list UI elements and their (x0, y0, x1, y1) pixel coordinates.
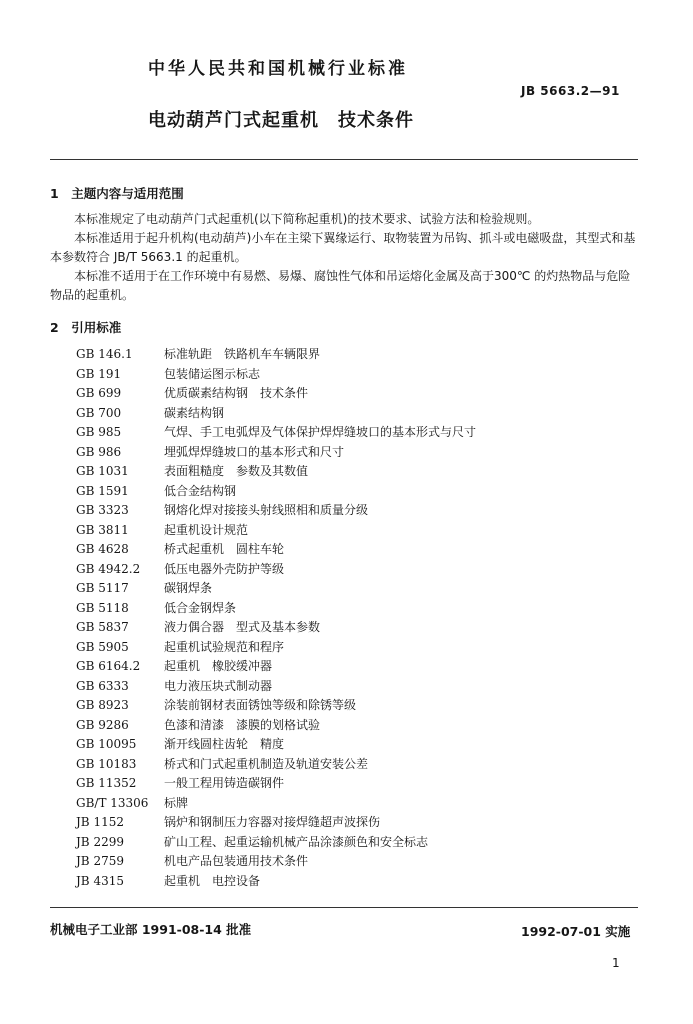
reference-title: 电力液压块式制动器 (164, 678, 273, 693)
reference-title: 低压电器外壳防护等级 (164, 561, 285, 576)
footer-rule (50, 907, 638, 908)
reference-title: 起重机 橡胶缓冲器 (164, 659, 273, 673)
reference-title: 表面粗糙度 参数及其数值 (164, 464, 309, 478)
reference-title: 一般工程用铸造碳钢件 (164, 776, 285, 790)
effective-date: 1992-07-01 实施 (521, 924, 631, 939)
reference-code: GB 191 (76, 366, 122, 381)
reference-item (76, 579, 476, 599)
reference-item (76, 423, 476, 443)
reference-code: GB 5117 (76, 581, 129, 595)
reference-item (76, 833, 476, 853)
reference-item (76, 735, 476, 755)
reference-item (76, 365, 476, 385)
reference-title: 渐开线圆柱齿轮 精度 (164, 737, 285, 751)
reference-title: 液力偶合器 型式及基本参数 (164, 620, 321, 634)
reference-title: 碳素结构钢 (164, 405, 225, 420)
reference-item (76, 696, 476, 716)
reference-code: JB 4315 (76, 873, 124, 888)
reference-item (76, 540, 476, 560)
reference-item (76, 384, 476, 404)
reference-title: 标牌 (164, 795, 189, 810)
reference-code: GB 146.1 (76, 347, 133, 361)
org-name: 中华人民共和国机械行业标准 (148, 59, 408, 79)
reference-title: 标准轨距 铁路机车车辆限界 (164, 347, 321, 361)
reference-code: JB 1152 (76, 815, 124, 829)
reference-code: GB 6164.2 (76, 659, 141, 673)
reference-item (76, 774, 476, 794)
approval-date: 机械电子工业部 1991-08-14 批准 (50, 922, 252, 937)
reference-title: 包装储运图示标志 (164, 366, 261, 381)
paragraph: 本标准适用于起升机构(电动葫芦)小车在主梁下翼缘运行、取物装置为吊钩、抓斗或电磁吸盘，其型式和基本参数符合 JB/T 5663.1 的起重机。 (50, 231, 636, 264)
reference-code: GB/T 13306 (76, 795, 149, 810)
reference-title: 优质碳素结构钢 技术条件 (164, 386, 309, 400)
reference-code: GB 10095 (76, 737, 137, 751)
reference-code: GB 5837 (76, 620, 129, 634)
reference-title: 色漆和清漆 漆膜的划格试验 (164, 717, 321, 732)
reference-code: GB 11352 (76, 776, 137, 790)
reference-title: 矿山工程、起重运输机械产品涂漆颜色和安全标志 (164, 834, 429, 849)
reference-code: GB 9286 (76, 717, 129, 732)
reference-item (76, 872, 476, 892)
reference-code: GB 985 (76, 425, 122, 439)
paragraph: 本标准规定了电动葫芦门式起重机(以下简称起重机)的技术要求、试验方法和检验规则。 (50, 212, 540, 226)
paragraph: 本标准不适用于在工作环境中有易燃、易爆、腐蚀性气体和吊运熔化金属及高于300℃ 的灼热物品与危险物品的起重机。 (50, 269, 631, 302)
reference-item (76, 482, 476, 502)
reference-title: 起重机 电控设备 (164, 873, 261, 888)
reference-code: GB 4942.2 (76, 561, 141, 576)
reference-item (76, 599, 476, 619)
reference-title: 气焊、手工电弧焊及气体保护焊焊缝坡口的基本形式与尺寸 (164, 425, 477, 439)
document-title: 电动葫芦门式起重机 技术条件 (148, 110, 414, 131)
reference-code: GB 1591 (76, 483, 129, 498)
reference-title: 机电产品包装通用技术条件 (164, 854, 309, 868)
reference-code: GB 10183 (76, 756, 137, 771)
reference-item (76, 521, 476, 541)
reference-item (76, 560, 476, 580)
reference-item (76, 638, 476, 658)
section-1-body (50, 210, 640, 305)
reference-code: GB 699 (76, 386, 122, 400)
reference-item (76, 794, 476, 814)
reference-code: GB 5118 (76, 600, 129, 615)
reference-title: 桥式和门式起重机制造及轨道安装公差 (164, 756, 369, 771)
reference-item (76, 755, 476, 775)
reference-item (76, 657, 476, 677)
reference-title: 碳钢焊条 (164, 581, 213, 595)
reference-title: 钢熔化焊对接接头射线照相和质量分级 (164, 503, 369, 517)
reference-item (76, 501, 476, 521)
section-1-heading: 1 主题内容与适用范围 (50, 186, 184, 201)
reference-code: GB 5905 (76, 639, 129, 654)
reference-item (76, 716, 476, 736)
section-2-heading: 2 引用标准 (50, 320, 122, 335)
reference-title: 低合金结构钢 (164, 483, 237, 498)
reference-code: JB 2299 (76, 834, 124, 849)
reference-item (76, 813, 476, 833)
reference-title: 桥式起重机 圆柱车轮 (164, 542, 285, 556)
reference-code: GB 8923 (76, 698, 129, 712)
header-rule (50, 159, 638, 160)
reference-code: JB 2759 (76, 854, 124, 868)
reference-code: GB 986 (76, 444, 122, 459)
reference-code: GB 4628 (76, 542, 129, 556)
reference-title: 低合金钢焊条 (164, 600, 237, 615)
reference-item (76, 618, 476, 638)
reference-title: 起重机设计规范 (164, 522, 249, 537)
reference-title: 埋弧焊焊缝坡口的基本形式和尺寸 (164, 444, 345, 459)
reference-item (76, 677, 476, 697)
reference-code: GB 3323 (76, 503, 129, 517)
reference-item (76, 462, 476, 482)
standard-code: JB 5663.2—91 (521, 84, 620, 98)
reference-item (76, 345, 476, 365)
reference-title: 涂装前钢材表面锈蚀等级和除锈等级 (164, 698, 357, 712)
reference-code: GB 6333 (76, 678, 129, 693)
reference-title: 锅炉和钢制压力容器对接焊缝超声波探伤 (164, 815, 381, 829)
reference-code: GB 3811 (76, 522, 129, 537)
reference-code: GB 1031 (76, 464, 129, 478)
reference-item (76, 852, 476, 872)
reference-item (76, 443, 476, 463)
reference-code: GB 700 (76, 405, 122, 420)
reference-list (76, 345, 476, 891)
page-number: 1 (612, 956, 620, 970)
reference-title: 起重机试验规范和程序 (164, 639, 285, 654)
reference-item (76, 404, 476, 424)
